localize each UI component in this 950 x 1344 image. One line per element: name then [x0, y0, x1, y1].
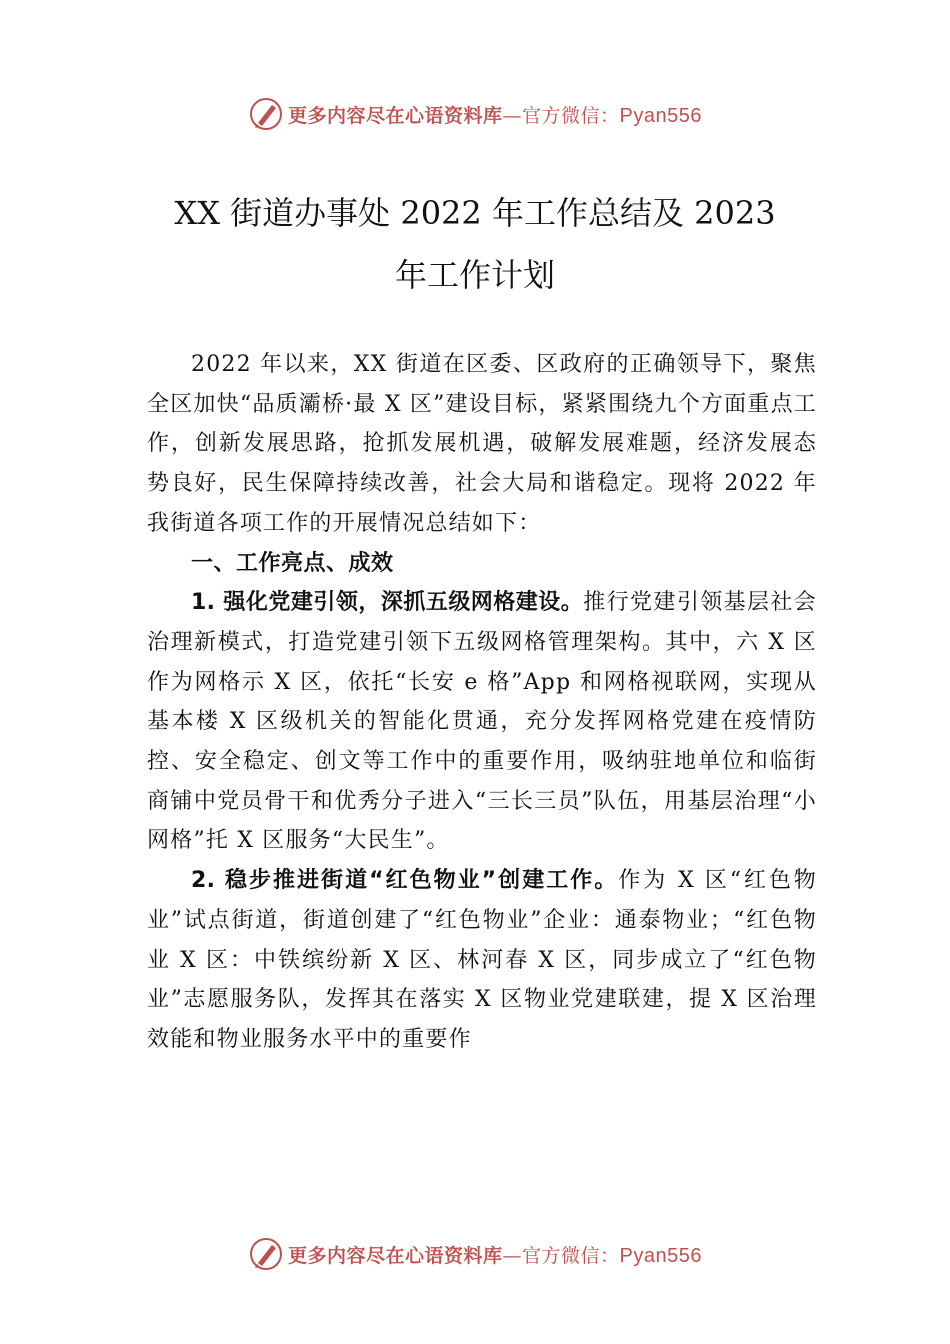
intro-paragraph: 2022 年以来，XX 街道在区委、区政府的正确领导下，聚焦全区加快“品质灞桥·最 X 区”建设目标，紧紧围绕九个方面重点工作，创新发展思路，抢抓发展机遇，破解发展难题，经济发展态势良好，民生保障持续改善，社会大局和谐稳定。现将 2022 年我街道各项工作的开展情况总结如下： [147, 352, 817, 536]
item-2-lead: 2. 稳步推进街道“红色物业”创建工作。 [191, 868, 619, 894]
footer-watermark [0, 1232, 950, 1276]
pen-logo-icon [248, 96, 284, 132]
item-1-lead: 1. 强化党建引领，深抓五级网格建设。 [191, 590, 584, 616]
watermark-text: 更多内容尽在心语资料库—官方微信：Pyan556 [288, 104, 702, 127]
section-heading: 一、工作亮点、成效 [191, 550, 394, 576]
item-2-paragraph [147, 861, 817, 1060]
item-1-paragraph [147, 583, 817, 861]
pen-logo-icon [248, 1236, 284, 1272]
item-2-body: 作为 X 区“红色物业”试点街道，街道创建了“红色物业”企业：通泰物业；“红色物业 X 区：中铁缤纷新 X 区、林河春 X 区，同步成立了“红色物业”志愿服务队，发挥其在落实 X 区物业党建联建，提 X 区治理效能和物业服务水平中的重要作 [147, 868, 817, 1052]
title-line-2: 年工作计划 [394, 256, 555, 294]
watermark-text: 更多内容尽在心语资料库—官方微信：Pyan556 [288, 1244, 702, 1267]
document-title [130, 182, 820, 306]
header-watermark [0, 92, 950, 136]
title-line-1: XX 街道办事处 2022 年工作总结及 2023 [174, 194, 776, 232]
item-1-body: 推行党建引领基层社会治理新模式，打造党建引领下五级网格管理架构。其中，六 X 区作为网格示 X 区，依托“长安 e 格”App 和网格视联网，实现从基本楼 X 区级机关的智能化贯通，充分发挥网格党建在疫情防控、安全稳定、创文等工作中的重要作用，吸纳驻地单位和临街商铺中党员骨干和优秀分子进入“三长三员”队伍，用基层治理“小网格”托 X 区服务“大民生”。 [147, 590, 817, 854]
document-body [147, 345, 817, 1060]
